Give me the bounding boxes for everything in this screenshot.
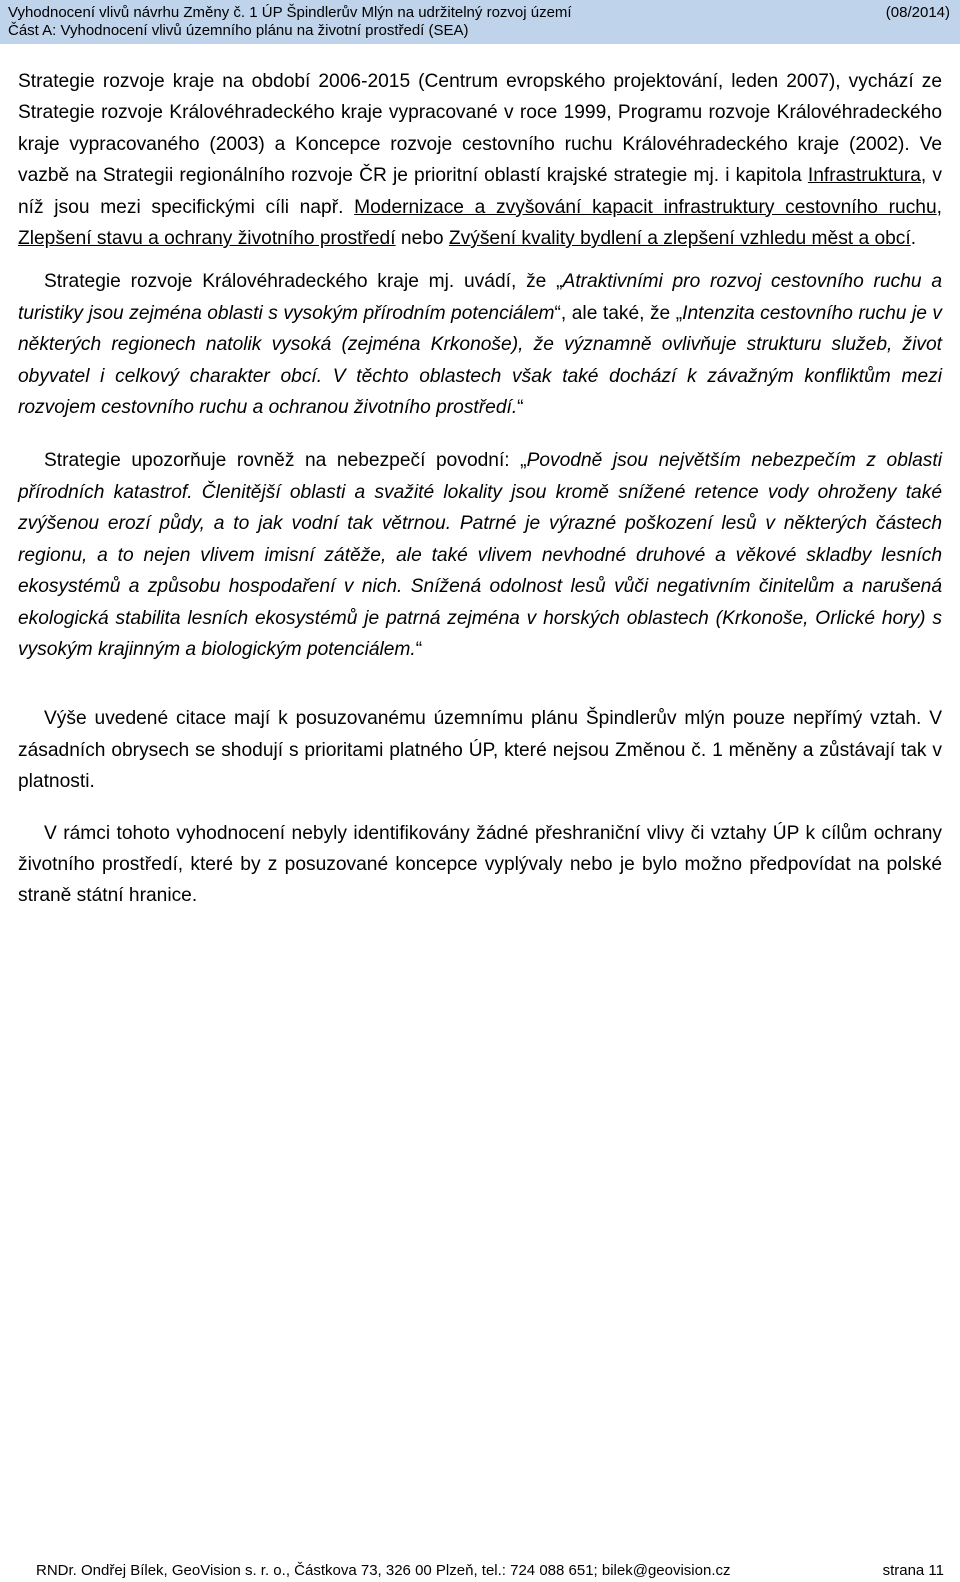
header-date: (08/2014) (885, 4, 950, 21)
text: V rámci tohoto vyhodnocení nebyly identifikovány žádné přeshraniční vlivy či vztahy ÚP k cílům ochrany životního prostředí, které by z posuzované koncepce vyplývaly nebo je bylo možno předpovídat na polské straně státní hranice. (18, 822, 942, 907)
text: , v níž jsou mezi specifickými cíli např. (18, 165, 942, 218)
quote-intenzita: Intenzita cestovního ruchu je v některých regionech natolik vysoká (zejména Krkonoše), že významně ovlivňuje strukturu služeb, život obyvatel i celkový charakter obcí. V těchto oblastech však také dochází k závažným konfliktům mezi rozvojem cestovního ruchu a ochranou životního prostředí. (18, 302, 942, 419)
text: Strategie rozvoje kraje na období 2006-2015 (Centrum evropského projektování, leden 2007), vychází ze Strategie rozvoje Královéhradeckého kraje vypracované v roce 1999, Programu rozvoje Královéhradeckého kraje vypracovaného (2003) a Koncepce rozvoje cestovního ruchu Královéhradeckého kraje (2002). Ve vazbě na Strategii regionálního rozvoje ČR je prioritní oblastí krajské strategie mj. i kapitola (18, 71, 942, 187)
text: Výše uvedené citace mají k posuzovanému územnímu plánu Špindlerův mlýn pouze nepřímý vztah. V zásadních obrysech se shodují s prioritami platného ÚP, které nejsou Změnou č. 1 měněny a zůstávají tak v platnosti. (18, 708, 942, 793)
link-zvyseni: Zvýšení kvality bydlení a zlepšení vzhledu měst a obcí (448, 228, 911, 250)
document-body (18, 66, 942, 912)
header-title: Vyhodnocení vlivů návrhu Změny č. 1 ÚP Špindlerův Mlýn na udržitelný rozvoj území (8, 4, 572, 21)
text: “ (517, 397, 524, 419)
paragraph-strategy (18, 66, 942, 254)
link-infrastruktura: Infrastruktura (807, 165, 921, 187)
text: . (910, 228, 917, 250)
text: “, ale také, že „ (554, 302, 683, 324)
paragraph-flood-quote (18, 445, 942, 665)
link-modernizace: Modernizace a zvyšování kapacit infrastruktury cestovního ruchu (354, 196, 937, 218)
paragraph-crossborder (18, 818, 942, 912)
footer-author: RNDr. Ondřej Bílek, GeoVision s. r. o., Částkova 73, 326 00 Plzeň, tel.: 724 088 651; bilek@geovision.cz (36, 1562, 731, 1579)
quote-atraktivni: Atraktivními pro rozvoj cestovního ruchu a turistiky jsou zejména oblasti s vysokým přírodním potenciálem (18, 271, 942, 324)
text: Strategie rozvoje Královéhradeckého kraje mj. uvádí, že „ (44, 271, 563, 293)
text: “ (415, 638, 423, 660)
link-zlepseni: Zlepšení stavu a ochrany životního prostředí (18, 228, 396, 250)
paragraph-tourism-quote (18, 266, 942, 423)
text: , (936, 196, 942, 218)
text: Strategie upozorňuje rovněž na nebezpečí povodní: „ (44, 450, 527, 472)
header-subtitle: Část A: Vyhodnocení vlivů územního plánu na životní prostředí (SEA) (8, 22, 469, 39)
page-footer (36, 1562, 944, 1580)
text: nebo (395, 228, 449, 250)
page-header (0, 0, 960, 44)
quote-povodne: Povodně jsou největším nebezpečím z oblasti přírodních katastrof. Členitější oblasti a svažité lokality jsou kromě snížené retence vody ohroženy také zvýšenou erozí půdy, a to jak vodní tak větrnou. Patrné je výrazné poškození lesů v některých částech regionu, a to nejen vlivem imisní zátěže, ale také vlivem nevhodné druhové a věkové skladby lesních ekosystémů a způsobu hospodaření v nich. Snížená odolnost lesů vůči negativním činitelům a narušená ekologická stabilita lesních ekosystémů je patrná zejména v horských oblastech (Krkonoše, Orlické hory) s vysokým krajinným a biologickým potenciálem. (18, 450, 942, 660)
page-number: strana 11 (882, 1562, 944, 1579)
paragraph-relation (18, 703, 942, 797)
